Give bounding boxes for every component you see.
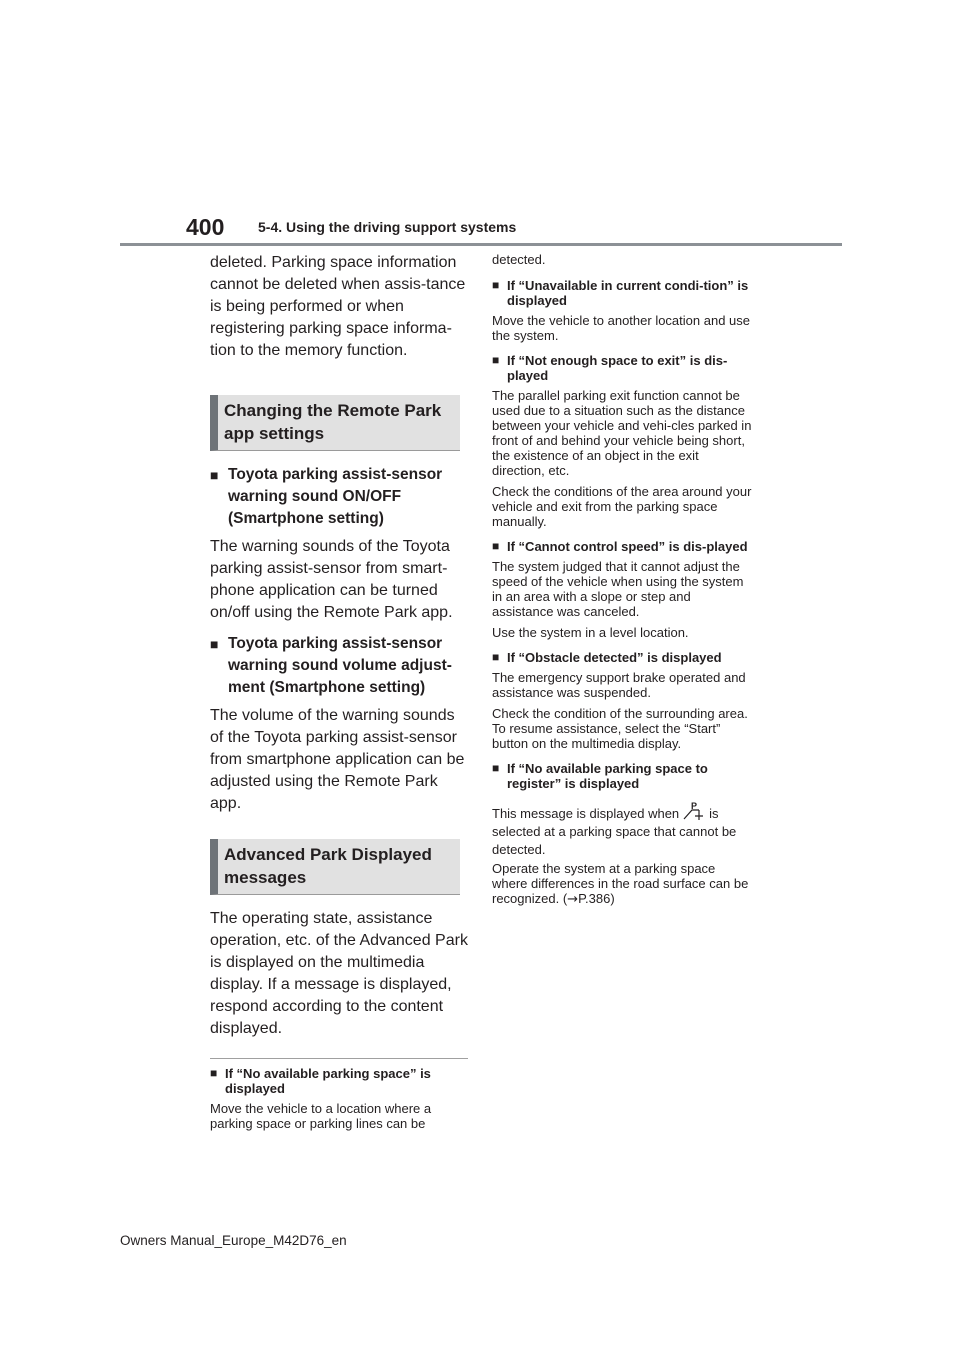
subheading-warning-sound-volume bbox=[210, 633, 470, 699]
square-bullet-icon: ■ bbox=[492, 761, 500, 775]
note-divider bbox=[210, 1058, 468, 1059]
footer-manual-id: Owners Manual_Europe_M42D76_en bbox=[120, 1233, 347, 1248]
note-heading-text: If “Not enough space to exit” is dis-played bbox=[507, 353, 728, 383]
note-text-no-space-to-register-2 bbox=[492, 861, 754, 907]
note-heading-obstacle-detected bbox=[492, 650, 754, 665]
note-text-continued: detected. bbox=[492, 252, 546, 267]
note-text-cannot-control-speed-2: Use the system in a level location. bbox=[492, 625, 689, 640]
note-heading-text: If “No available parking space” is displayed bbox=[225, 1066, 431, 1096]
note-text-obstacle-detected-2: Check the condition of the surrounding area. To resume assistance, select the “Start” button on the multimedia display. bbox=[492, 706, 748, 751]
subheading-text: Toyota parking assist-sensor warning sound volume adjust-ment (Smartphone setting) bbox=[228, 635, 452, 696]
note-text-not-enough-space-1: The parallel parking exit function cannot be used due to a situation such as the distance between your vehicle and vehi-cles parked in front of and behind your vehicle being short, the existence of an object in the exit direction, etc. bbox=[492, 388, 752, 478]
note-heading-text: If “No available parking space to register” is displayed bbox=[507, 761, 708, 791]
note-text-no-parking-space: Move the vehicle to a location where a parking space or parking lines can be bbox=[210, 1101, 432, 1131]
square-bullet-icon: ■ bbox=[492, 278, 500, 292]
note-heading-not-enough-space bbox=[492, 353, 754, 383]
paragraph-warning-sound-onoff: The warning sounds of the Toyota parking assist-sensor from smart-phone application can be turned on/off using the Remote Park app. bbox=[210, 538, 453, 621]
left-column bbox=[210, 252, 470, 1131]
header-rule bbox=[120, 243, 842, 246]
cross-reference-arrow-icon: → bbox=[567, 892, 579, 907]
section-heading-advanced-park-messages: Advanced Park Displayed messages bbox=[210, 839, 460, 895]
note-heading-unavailable bbox=[492, 278, 754, 308]
square-bullet-icon: ■ bbox=[492, 539, 500, 553]
text-fragment: Operate the system at a parking space where differences in the road surface can be recognized. ( bbox=[492, 861, 749, 906]
text-fragment: is bbox=[709, 806, 719, 821]
subheading-text: Toyota parking assist-sensor warning sound ON/OFF (Smartphone setting) bbox=[228, 466, 443, 527]
note-text-obstacle-detected-1: The emergency support brake operated and assistance was suspended. bbox=[492, 670, 746, 700]
page-number: 400 bbox=[186, 214, 225, 240]
note-heading-no-parking-space bbox=[210, 1066, 470, 1096]
square-bullet-icon: ■ bbox=[210, 636, 219, 652]
parking-register-icon bbox=[683, 801, 705, 821]
svg-text:P: P bbox=[691, 801, 698, 811]
chapter-title: 5-4. Using the driving support systems bbox=[258, 219, 517, 235]
right-column bbox=[492, 252, 754, 907]
section-heading-remote-park: Changing the Remote Park app settings bbox=[210, 395, 460, 451]
note-heading-cannot-control-speed bbox=[492, 539, 754, 554]
note-text-unavailable: Move the vehicle to another location and use the system. bbox=[492, 313, 751, 343]
paragraph-warning-sound-volume: The volume of the warning sounds of the Toyota parking assist-sensor from smartphone application can be adjusted using the Remote Park app. bbox=[210, 707, 465, 812]
paragraph-advanced-park-messages: The operating state, assistance operation, etc. of the Advanced Park is displayed on the multimedia display. If a message is displayed, respond according to the content displayed. bbox=[210, 910, 468, 1037]
note-heading-text: If “Cannot control speed” is dis-played bbox=[507, 539, 748, 554]
intro-paragraph: deleted. Parking space information cannot be deleted when assis-tance is being performed or when registering parking space informa-tion to the memory function. bbox=[210, 254, 466, 359]
note-heading-no-space-to-register bbox=[492, 761, 754, 791]
square-bullet-icon: ■ bbox=[210, 467, 219, 483]
square-bullet-icon: ■ bbox=[210, 1066, 218, 1080]
note-text-cannot-control-speed-1: The system judged that it cannot adjust the speed of the vehicle when using the system in an area with a slope or step and assistance was canceled. bbox=[492, 559, 744, 619]
note-text-no-space-to-register-1 bbox=[492, 801, 754, 859]
note-text-not-enough-space-2: Check the conditions of the area around your vehicle and exit from the parking space manually. bbox=[492, 484, 752, 529]
subheading-warning-sound-onoff bbox=[210, 464, 470, 530]
square-bullet-icon: ■ bbox=[492, 353, 500, 367]
text-fragment: selected at a parking space that cannot be detected. bbox=[492, 824, 737, 857]
square-bullet-icon: ■ bbox=[492, 650, 500, 664]
note-heading-text: If “Unavailable in current condi-tion” is displayed bbox=[507, 278, 749, 308]
note-heading-text: If “Obstacle detected” is displayed bbox=[507, 650, 722, 665]
text-fragment: This message is displayed when bbox=[492, 806, 680, 821]
page-reference-link[interactable]: P.386) bbox=[578, 891, 615, 906]
